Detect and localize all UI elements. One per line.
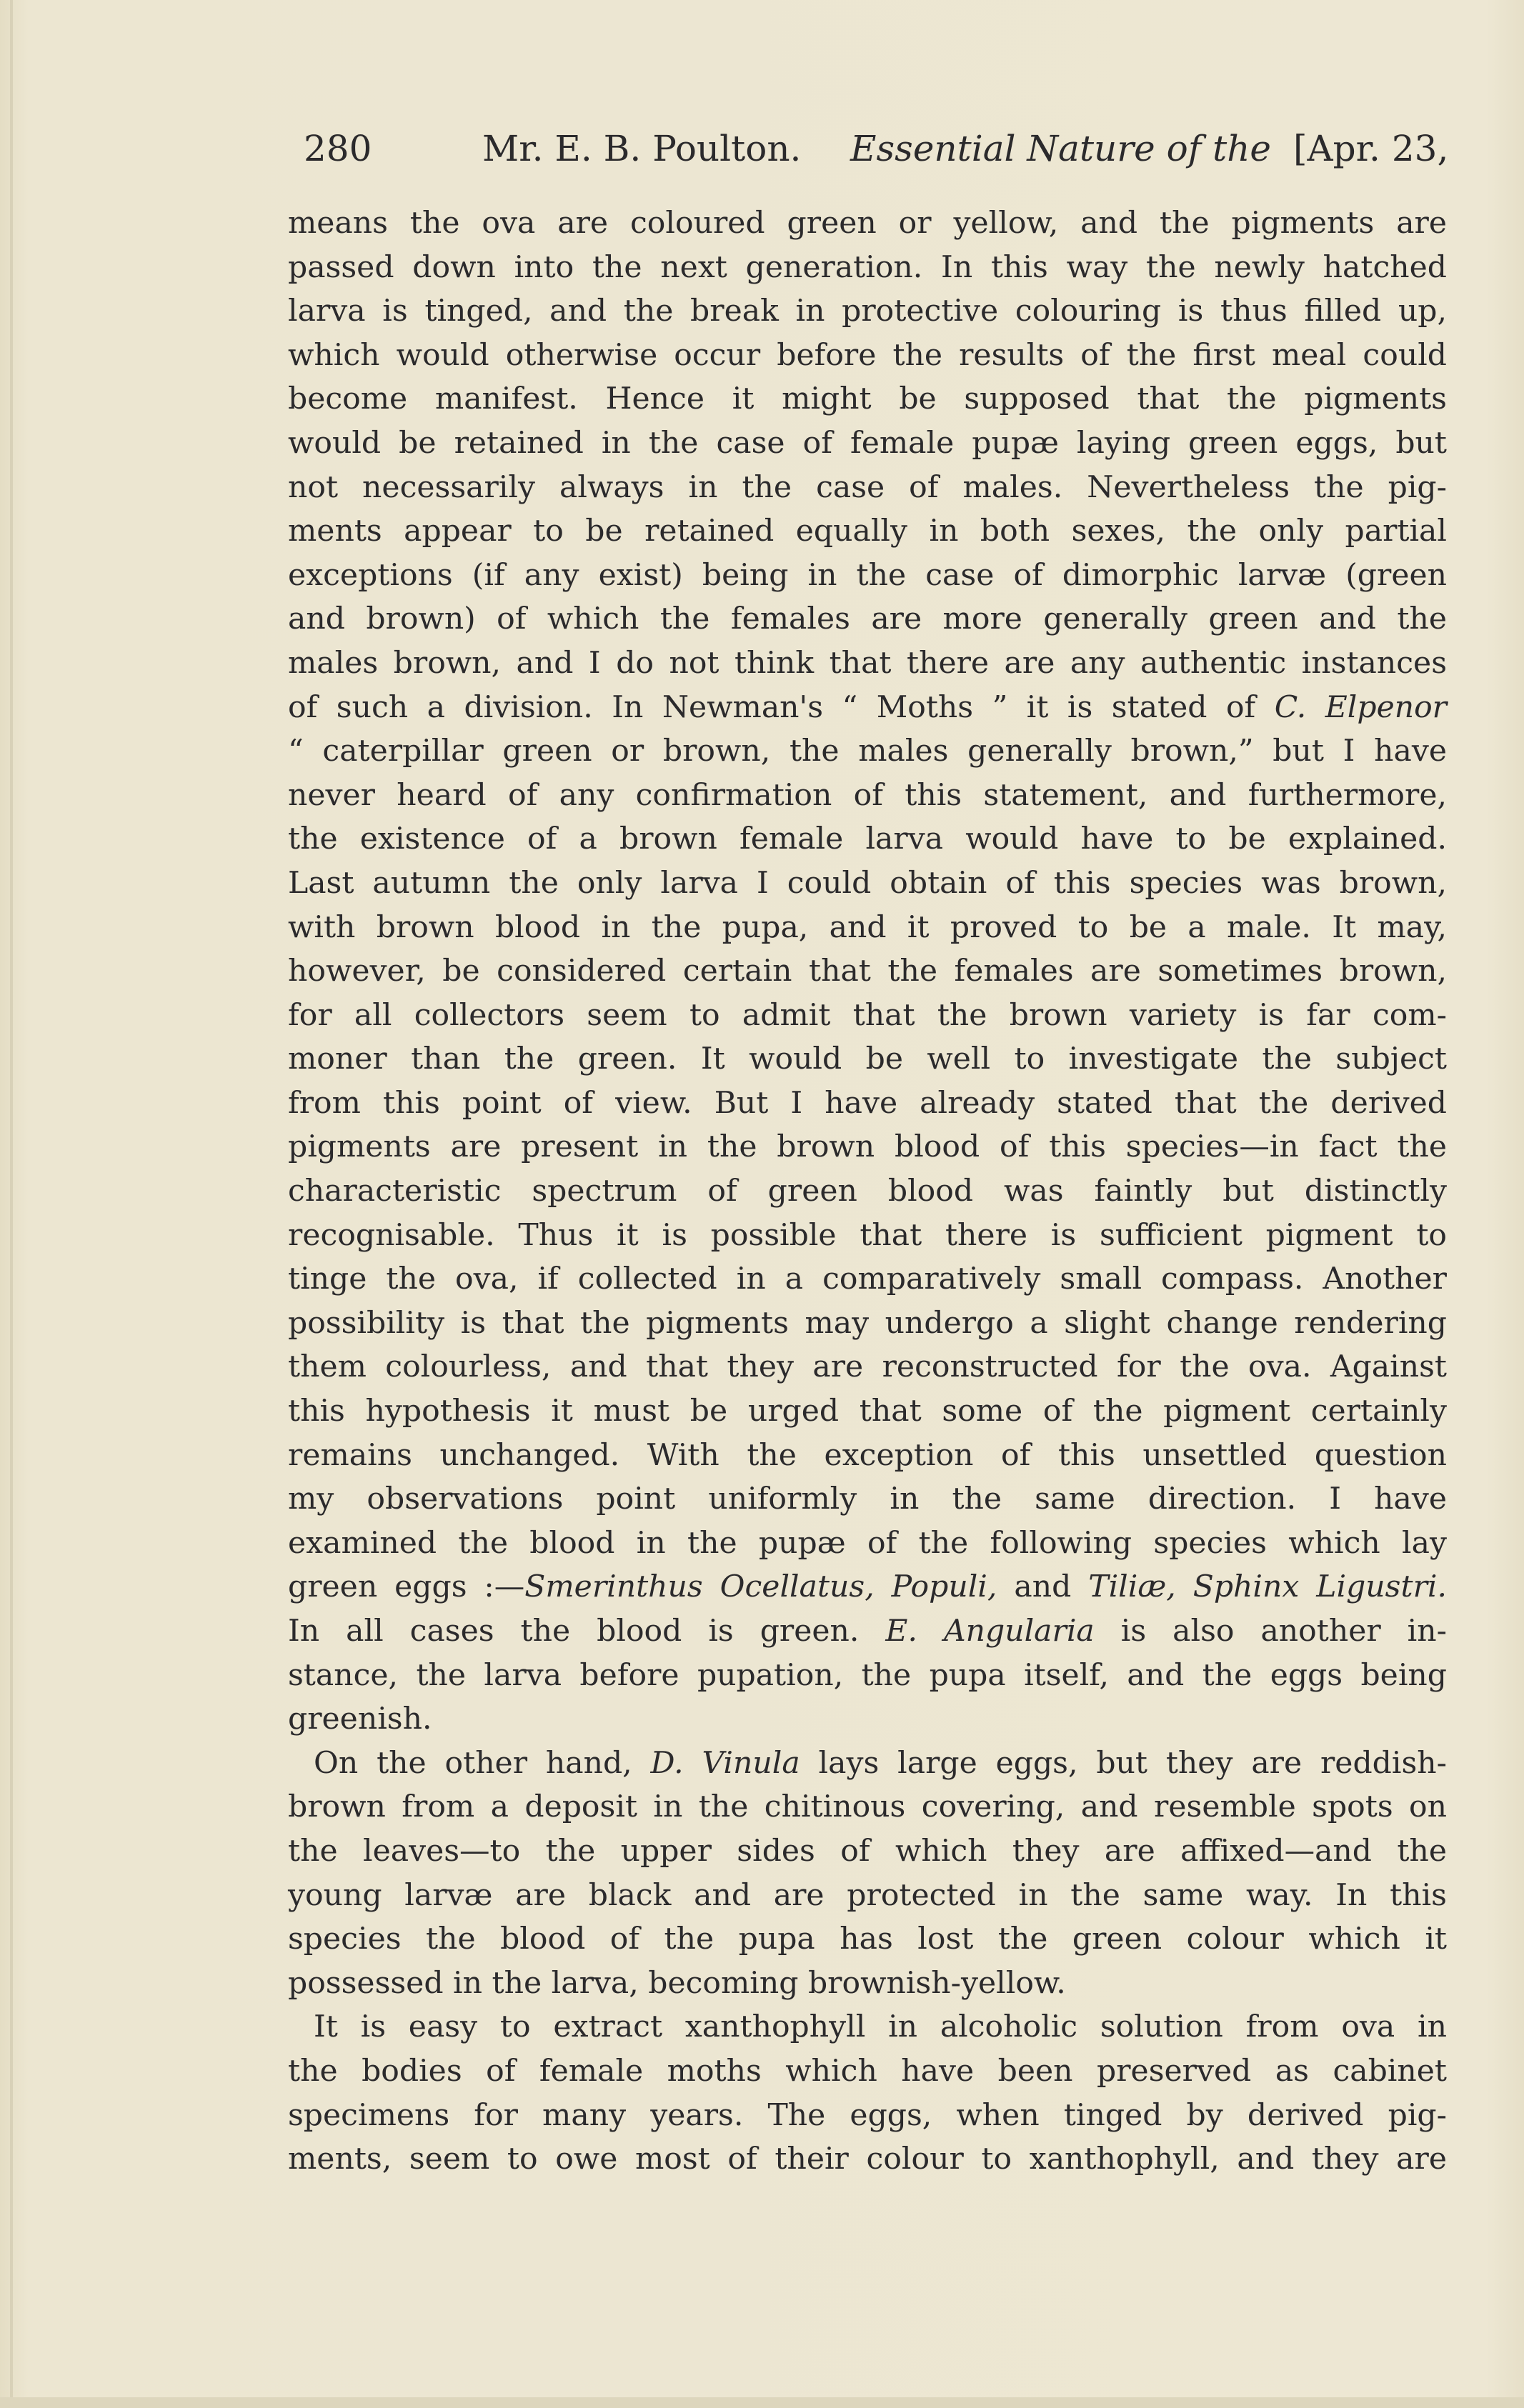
header-date: [Apr. 23,	[1293, 128, 1449, 169]
text-line: young larvæ are black and are protected in the same way. In this	[288, 1877, 1447, 1913]
text-line: specimens for many years. The eggs, when tinged by derived pig-	[288, 2097, 1447, 2133]
text-line: my observations point uniformly in the same direction. I have	[288, 1482, 1447, 1517]
text-line: pigments are present in the brown blood of this species—in fact the	[288, 1129, 1447, 1165]
text-segment: and	[1014, 1569, 1072, 1605]
text-segment: of such a division. In Newman's “ Moths ” it is stated of	[288, 689, 1256, 725]
text-line-mixed	[288, 686, 1447, 730]
text-line-mixed	[288, 1609, 1447, 1654]
text-line: this hypothesis it must be urged that some of the pigment certainly	[288, 1394, 1447, 1429]
text-line: passed down into the next generation. In this way the newly hatched	[288, 249, 1447, 285]
text-line: become manifest. Hence it might be supposed that the pigments	[288, 381, 1447, 417]
species-name: C. Elpenor	[1274, 689, 1447, 725]
text-segment: On the other hand,	[314, 1745, 632, 1781]
text-segment: green eggs :—	[288, 1569, 525, 1605]
text-line: brown from a deposit in the chitinous covering, and resemble spots on	[288, 1789, 1447, 1825]
text-line: possessed in the larva, becoming brownish-yellow.	[288, 1965, 1066, 2001]
text-line: would be retained in the case of female pupæ laying green eggs, but	[288, 425, 1447, 461]
text-line: possibility is that the pigments may undergo a slight change rendering	[288, 1305, 1447, 1341]
text-line: It is easy to extract xanthophyll in alcoholic solution from ova in	[314, 2009, 1447, 2045]
header-title: Essential Nature of the	[850, 128, 1272, 169]
text-line: ments, seem to owe most of their colour to xanthophyll, and they are	[288, 2142, 1447, 2177]
text-line-mixed	[288, 1742, 1447, 1786]
species-name: E. Angularia	[885, 1614, 1095, 1649]
text-line: the leaves—to the upper sides of which they are affixed—and the	[288, 1833, 1447, 1869]
text-line: ments appear to be retained equally in both sexes, the only partial	[288, 514, 1447, 549]
text-line: moner than the green. It would be well to investigate the subject	[288, 1041, 1447, 1077]
text-line: which would otherwise occur before the results of the first meal could	[288, 337, 1447, 373]
header-author: Mr. E. B. Poulton.	[482, 128, 802, 169]
text-line: males brown, and I do not think that there are any authentic instances	[288, 645, 1447, 681]
page-number: 280	[304, 128, 372, 169]
text-line: species the blood of the pupa has lost the green colour which it	[288, 1922, 1447, 1957]
text-line: the bodies of female moths which have been preserved as cabinet	[288, 2053, 1447, 2089]
text-line: characteristic spectrum of green blood was faintly but distinctly	[288, 1174, 1447, 1209]
text-line: examined the blood in the pupæ of the following species which lay	[288, 1525, 1447, 1561]
text-line: “ caterpillar green or brown, the males generally brown,” but I have	[288, 734, 1447, 769]
text-line: Last autumn the only larva I could obtain of this species was brown,	[288, 865, 1447, 901]
text-line: the existence of a brown female larva would have to be explained.	[288, 821, 1447, 857]
text-line: means the ova are coloured green or yellow, and the pigments are	[288, 206, 1447, 241]
text-line: them colourless, and that they are reconstructed for the ova. Against	[288, 1349, 1447, 1385]
text-line: not necessarily always in the case of males. Nevertheless the pig-	[288, 469, 1447, 505]
species-name: Tiliæ, Sphinx Ligustri.	[1088, 1569, 1447, 1605]
text-line: never heard of any confirmation of this statement, and furthermore,	[288, 777, 1447, 813]
page-edge-left	[10, 0, 13, 2408]
text-segment: lays large eggs, but they are reddish-	[818, 1745, 1447, 1781]
text-line: larva is tinged, and the break in protective colouring is thus filled up,	[288, 294, 1447, 329]
running-header	[304, 120, 1461, 177]
text-line: however, be considered certain that the females are sometimes brown,	[288, 954, 1447, 989]
text-line: and brown) of which the females are more generally green and the	[288, 601, 1447, 637]
species-name: Smerinthus Ocellatus, Populi,	[524, 1569, 997, 1605]
text-line: greenish.	[288, 1702, 432, 1737]
text-segment: In all cases the blood is green.	[288, 1614, 860, 1649]
species-name: D. Vinula	[650, 1745, 800, 1781]
text-line: for all collectors seem to admit that the brown variety is far com-	[288, 997, 1447, 1033]
text-line: with brown blood in the pupa, and it proved to be a male. It may,	[288, 909, 1447, 945]
text-line-mixed	[288, 1565, 1447, 1609]
text-line: stance, the larva before pupation, the pupa itself, and the eggs being	[288, 1657, 1447, 1693]
text-segment: is also another in-	[1120, 1614, 1447, 1649]
text-line: remains unchanged. With the exception of this unsettled question	[288, 1437, 1447, 1473]
text-line: recognisable. Thus it is possible that there is sufficient pigment to	[288, 1217, 1447, 1253]
text-line: exceptions (if any exist) being in the case of dimorphic larvæ (green	[288, 557, 1447, 593]
text-line: tinge the ova, if collected in a comparatively small compass. Another	[288, 1262, 1447, 1297]
body-text	[288, 201, 1447, 2182]
text-line: from this point of view. But I have already stated that the derived	[288, 1085, 1447, 1121]
page-edge-bottom	[0, 2397, 1524, 2408]
